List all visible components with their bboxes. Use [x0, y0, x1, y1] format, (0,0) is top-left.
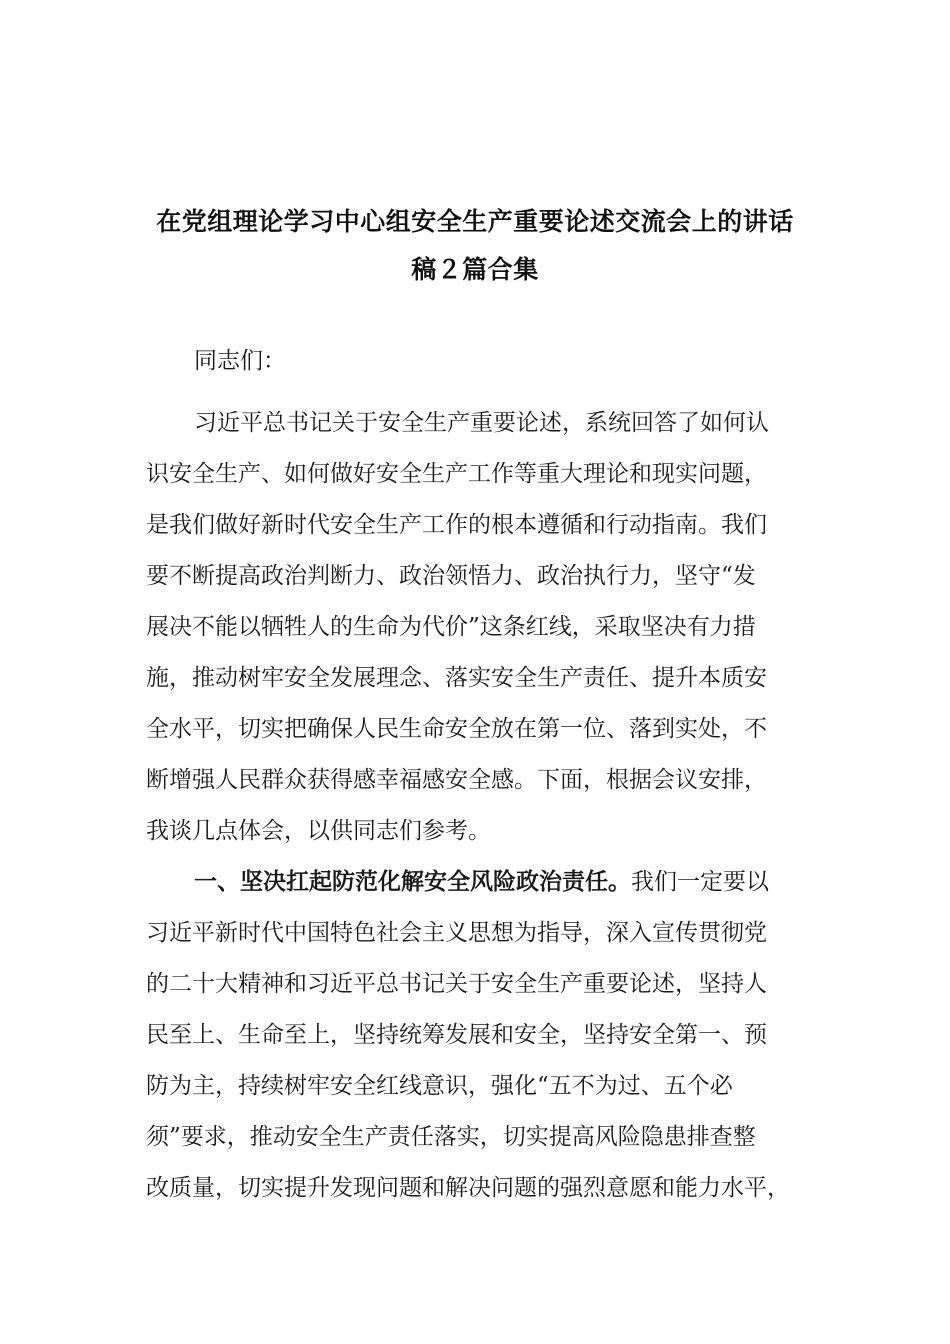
- paragraph-2-first-line-rest: 我们一定要以: [631, 869, 769, 895]
- paragraph-1-line: 施，推动树牢安全发展理念、落实安全生产责任、提升本质安: [146, 665, 767, 691]
- paragraph-2-line: 须”要求，推动安全生产责任落实，切实提高风险隐患排查整: [146, 1124, 756, 1150]
- paragraph-1-line: 全水平，切实把确保人民生命安全放在第一位、落到实处，不: [146, 716, 767, 742]
- title-line-2: 稿２篇合集: [411, 255, 539, 284]
- document-title: [140, 198, 810, 294]
- salutation: [146, 336, 806, 387]
- paragraph-1: [146, 398, 806, 857]
- paragraph-1-line: 识安全生产、如何做好安全生产工作等重大理论和现实问题，: [146, 461, 767, 487]
- paragraph-1-line: 是我们做好新时代安全生产工作的根本遵循和行动指南。我们: [146, 512, 767, 538]
- paragraph-1-line: 习近平总书记关于安全生产重要论述，系统回答了如何认: [194, 410, 769, 436]
- paragraph-2-line: 防为主，持续树牢安全红线意识，强化“五不为过、五个必: [146, 1073, 733, 1099]
- paragraph-1-line: 我谈几点体会，以供同志们参考。: [146, 818, 491, 844]
- paragraph-1-line: 展决不能以牺牲人的生命为代价”这条红线，采取坚决有力措: [146, 614, 756, 640]
- title-line-1: 在党组理论学习中心组安全生产重要论述交流会上的讲话: [156, 207, 794, 236]
- paragraph-2-line: 的二十大精神和习近平总书记关于安全生产重要论述，坚持人: [146, 971, 767, 997]
- paragraph-2-line: 习近平新时代中国特色社会主义思想为指导，深入宣传贯彻党: [146, 920, 767, 946]
- paragraph-2-first-line: [146, 857, 806, 908]
- salutation-text: 同志们：: [194, 348, 286, 374]
- paragraph-2-line: 改质量，切实提升发现问题和解决问题的强烈意愿和能力水平，: [146, 1175, 790, 1201]
- paragraph-2-line: 民至上、生命至上，坚持统筹发展和安全，坚持安全第一、预: [146, 1022, 767, 1048]
- paragraph-1-line: 断增强人民群众获得感幸福感安全感。下面，根据会议安排，: [146, 767, 767, 793]
- paragraph-2: [146, 857, 806, 1214]
- section-heading-1: 一、坚决扛起防范化解安全风险政治责任。: [194, 869, 631, 895]
- paragraph-1-line: 要不断提高政治判断力、政治领悟力、政治执行力，坚守“发: [146, 563, 756, 589]
